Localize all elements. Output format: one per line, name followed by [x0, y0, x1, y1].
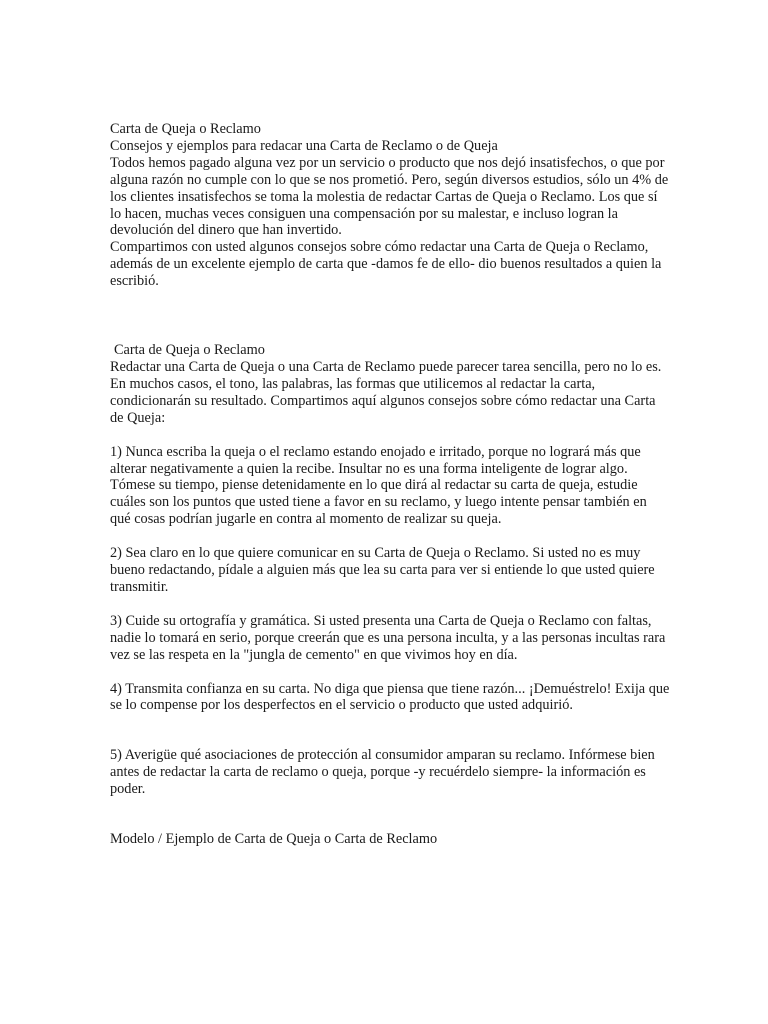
spacer	[110, 427, 670, 444]
intro-paragraph-1: Todos hemos pagado alguna vez por un servicio o producto que nos dejó insatisfechos, o que por alguna razón no cumple con lo que se nos prometió. Pero, según diversos estudios, sólo un 4% de los clientes insatisfechos se toma la molestia de redactar Cartas de Queja o Reclamo. Los que sí lo hacen, muchas veces consiguen una compensación por su malestar, e incluso logran la devolución del dinero que han invertido.	[110, 154, 669, 239]
tip-5: 5) Averigüe qué asociaciones de protección al consumidor amparan su reclamo. Infórmese bien antes de redactar la carta de reclamo o queja, porque -y recuérdelo siempre- la información es poder.	[110, 747, 655, 798]
spacer	[110, 798, 670, 831]
section-title: Carta de Queja o Reclamo	[114, 342, 265, 359]
spacer	[110, 664, 670, 681]
spacer	[110, 528, 670, 545]
tip-3: 3) Cuide su ortografía y gramática. Si usted presenta una Carta de Queja o Reclamo con faltas, nadie lo tomará en serio, porque creerán que es una persona inculta, y a las personas incultas rara vez se las respeta en la "jungla de cemento" en que vivimos hoy en día.	[110, 612, 666, 663]
tip-1: 1) Nunca escriba la queja o el reclamo estando enojado e irritado, porque no logrará más que alterar negativamente a quien la recibe. Insultar no es una forma inteligente de lograr algo. Tómese su tiempo, piense detenidamente en lo que dirá al redactar su carta de queja, estudie cuáles son los puntos que usted tiene a favor en su reclamo, y luego intente pensar también en qué cosas podrían jugarle en contra al momento de realizar su queja.	[110, 443, 647, 528]
footer-heading: Modelo / Ejemplo de Carta de Queja o Carta de Reclamo	[110, 831, 438, 848]
document-body	[110, 121, 670, 848]
tip-4: 4) Transmita confianza en su carta. No diga que piensa que tiene razón... ¡Demuéstrelo! Exija que se lo compense por los desperfectos en el servicio o producto que usted adquirió.	[110, 680, 670, 714]
intro-title: Carta de Queja o Reclamo	[110, 121, 261, 137]
spacer	[110, 596, 670, 613]
tip-2: 2) Sea claro en lo que quiere comunicar en su Carta de Queja o Reclamo. Si usted no es muy bueno redactando, pídale a alguien más que lea su carta para ver si entiende lo que usted quiere transmitir.	[110, 545, 655, 595]
intro-subtitle: Consejos y ejemplos para redacar una Carta de Reclamo o de Queja	[110, 137, 498, 154]
intro-paragraph-2: Compartimos con usted algunos consejos sobre cómo redactar una Carta de Queja o Reclamo, además de un excelente ejemplo de carta que -damos fe de ello- dio buenos resultados a quien la escribió.	[110, 239, 662, 290]
section-paragraph: Redactar una Carta de Queja o una Carta de Reclamo puede parecer tarea sencilla, pero no lo es. En muchos casos, el tono, las palabras, las formas que utilicemos al redactar la carta, condicionarán su resultado. Compartimos aquí algunos consejos sobre cómo redactar una Carta de Queja:	[110, 358, 662, 426]
spacer	[110, 714, 670, 747]
spacer	[110, 290, 670, 342]
